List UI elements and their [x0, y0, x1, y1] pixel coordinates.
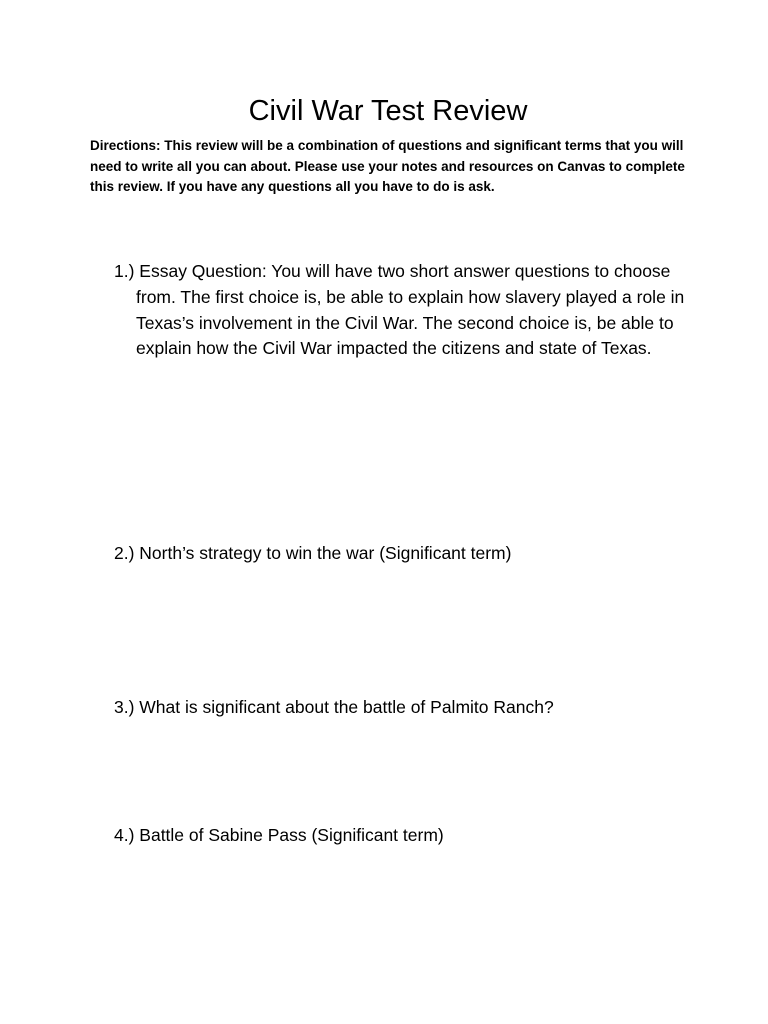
question-4-sabine-pass: 4.) Battle of Sabine Pass (Significant term) — [114, 825, 444, 845]
directions-text: Directions: This review will be a combination of questions and significant terms that you will need to write all you can about. Please use your notes and resources on Canvas to complete this review. If you have any questions all you have to do is ask. — [90, 138, 685, 194]
page-title: Civil War Test Review — [248, 95, 528, 127]
question-3-palmito-ranch: 3.) What is significant about the battle of Palmito Ranch? — [114, 697, 554, 717]
question-1-essay: 1.) Essay Question: You will have two short answer questions to choose from. The first choice is, be able to explain how slavery played a role in Texas’s involvement in the Civil War. The second choice is, be able to explain how the Civil War impacted the citizens and state of Texas. — [114, 261, 685, 359]
question-2-norths-strategy: 2.) North’s strategy to win the war (Significant term) — [114, 543, 512, 563]
